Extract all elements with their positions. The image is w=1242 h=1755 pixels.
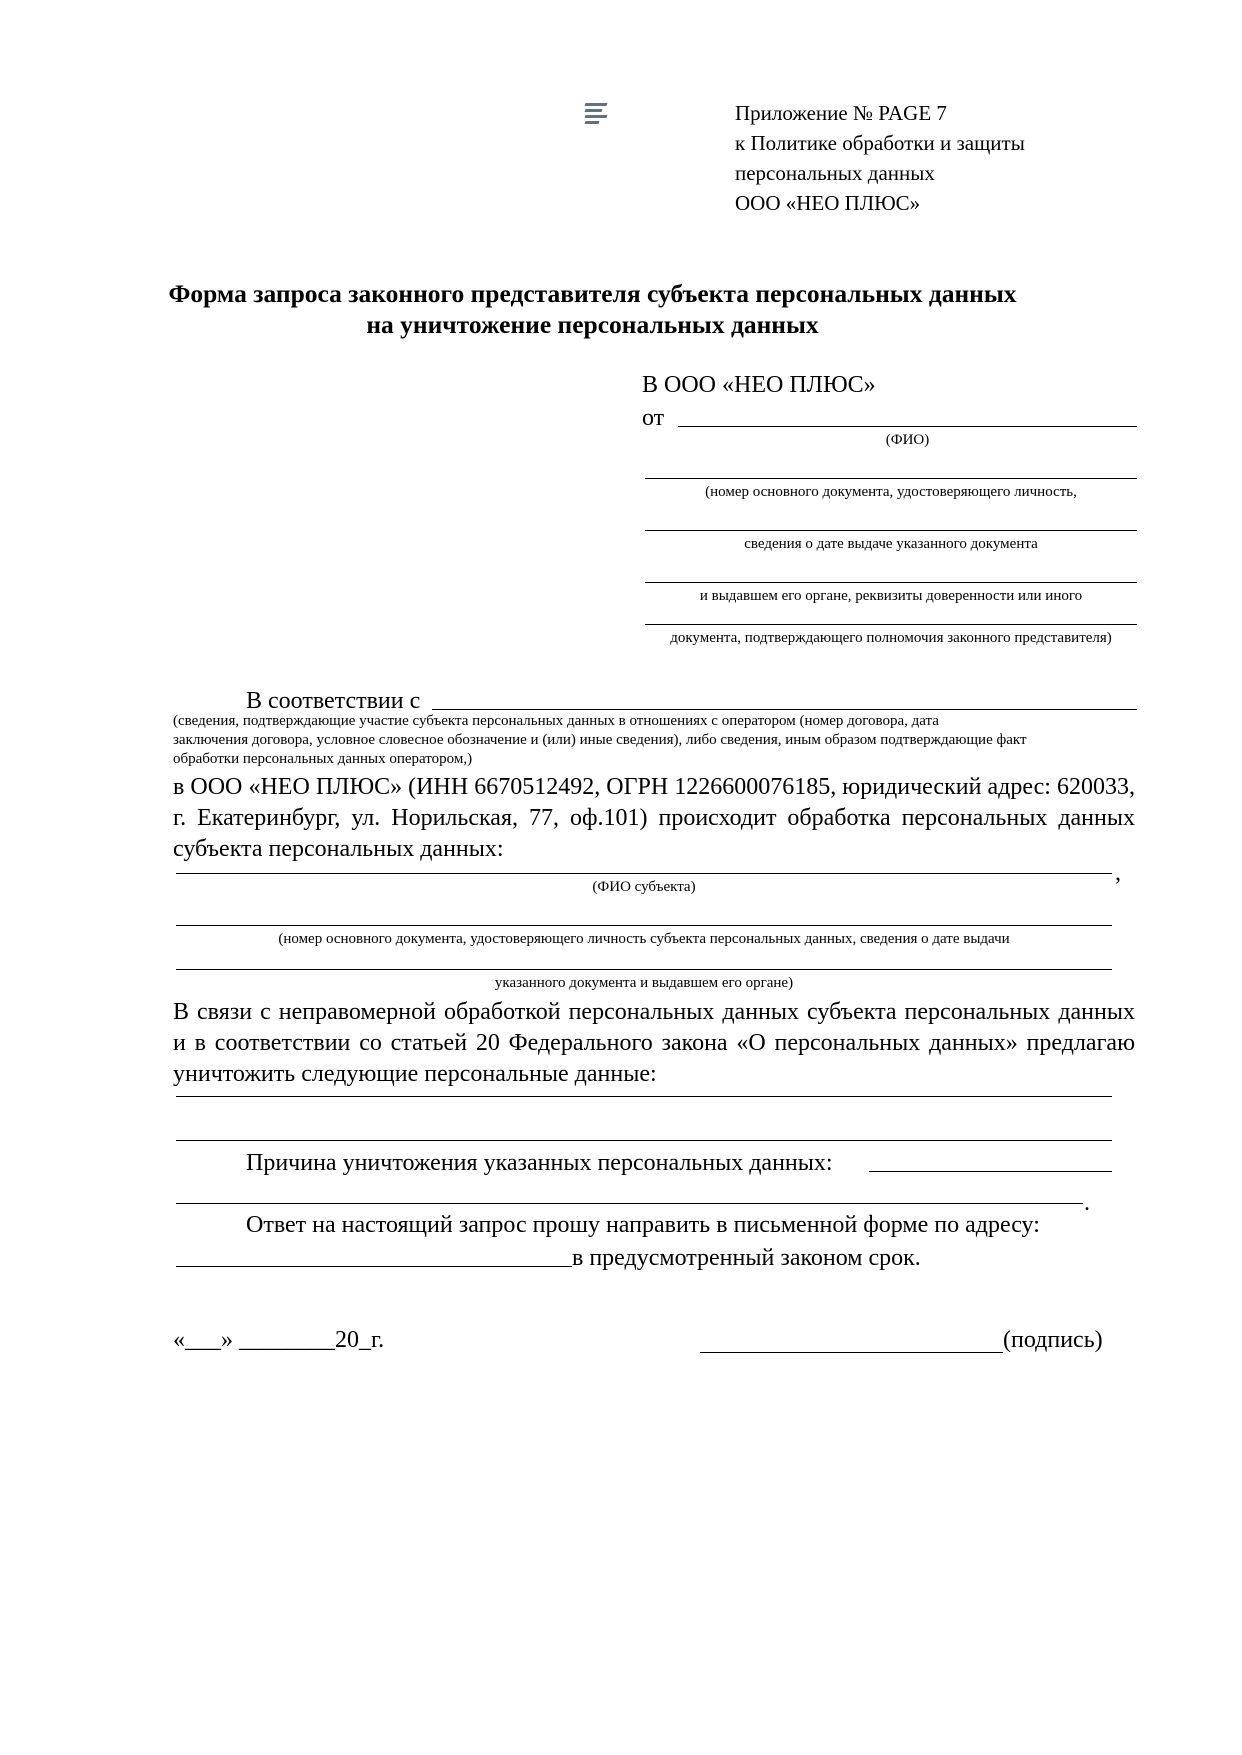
signature-label: (подпись) bbox=[1003, 1327, 1103, 1353]
header-line-4: ООО «НЕО ПЛЮС» bbox=[735, 191, 921, 215]
field-line-accordance[interactable] bbox=[432, 709, 1137, 710]
comma-after-fio: , bbox=[1115, 860, 1121, 886]
caption-doc-date: сведения о дате выдаче указанного документа bbox=[744, 536, 1038, 552]
reason-period: . bbox=[1084, 1190, 1090, 1216]
field-line-doc-date[interactable] bbox=[645, 530, 1137, 531]
field-line-doc-powers[interactable] bbox=[645, 624, 1137, 625]
page-title-line-2: на уничтожение персональных данных bbox=[366, 310, 819, 339]
field-line-signature[interactable] bbox=[700, 1352, 1003, 1353]
from-label: от bbox=[642, 405, 665, 431]
header-line-2: к Политике обработки и защиты bbox=[735, 131, 1025, 155]
page-title bbox=[155, 278, 1030, 340]
date-line[interactable]: «___» ________20_г. bbox=[173, 1327, 385, 1353]
caption-doc-organ: и выдавшем его органе, реквизиты доверенности или иного bbox=[699, 588, 1083, 604]
accordance-note-line-1: (сведения, подтверждающие участие субъекта персональных данных в отношениях с оператором (номер договора, дата bbox=[173, 713, 939, 729]
field-line-subject-fio[interactable] bbox=[176, 873, 1112, 874]
answer-label: Ответ на настоящий запрос прошу направить в письменной форме по адресу: bbox=[246, 1212, 1040, 1238]
field-line-subject-doc[interactable] bbox=[176, 925, 1112, 926]
page-title-line-1: Форма запроса законного представителя субъекта персональных данных bbox=[168, 279, 1017, 308]
header-line-3: персональных данных bbox=[735, 161, 935, 185]
accordance-note-line-2: заключения договора, условное словесное обозначение и (или) иные сведения), либо сведения, иным образом подтверждающие факт bbox=[173, 732, 1027, 748]
addressee-org: В ООО «НЕО ПЛЮС» bbox=[642, 372, 876, 398]
answer-tail: в предусмотренный законом срок. bbox=[572, 1245, 921, 1271]
caption-fio: (ФИО) bbox=[885, 432, 930, 448]
field-line-data-2[interactable] bbox=[176, 1140, 1112, 1141]
field-line-fio[interactable] bbox=[678, 426, 1137, 427]
document-header bbox=[735, 98, 1065, 218]
field-line-data-1[interactable] bbox=[176, 1096, 1112, 1097]
reason-label: Причина уничтожения указанных персональных данных: bbox=[246, 1150, 833, 1176]
caption-subject-doc-2: указанного документа и выдавшем его органе) bbox=[494, 975, 794, 991]
caption-subject-fio: (ФИО субъекта) bbox=[592, 879, 696, 895]
accordance-label: В соответствии с bbox=[246, 688, 421, 714]
field-line-reason-1[interactable] bbox=[869, 1171, 1112, 1172]
field-line-doc-number[interactable] bbox=[645, 478, 1137, 479]
caption-subject-doc: (номер основного документа, удостоверяющего личность субъекта персональных данных, сведения о дате выдачи bbox=[278, 931, 1010, 947]
caption-doc-powers: документа, подтверждающего полномочия законного представителя) bbox=[670, 630, 1112, 646]
field-line-answer-address[interactable] bbox=[176, 1266, 572, 1267]
decorative-mark-icon bbox=[585, 103, 611, 129]
field-line-reason-2[interactable] bbox=[176, 1203, 1083, 1204]
operator-paragraph: в ООО «НЕО ПЛЮС» (ИНН 6670512492, ОГРН 1226600076185, юридический адрес: 620033, г. Екатеринбург, ул. Норильская, 77, оф.101) происходит обработка персональных данных субъекта персональных данных: bbox=[173, 774, 1135, 862]
header-line-1: Приложение № PAGE 7 bbox=[735, 101, 947, 125]
field-line-subject-doc-2[interactable] bbox=[176, 969, 1112, 970]
unlawful-paragraph: В связи с неправомерной обработкой персональных данных субъекта персональных данных и в соответствии со статьей 20 Федерального закона «О персональных данных» предлагаю уничтожить следующие персональные данные: bbox=[173, 999, 1135, 1087]
accordance-note-line-3: обработки персональных данных оператором,) bbox=[173, 751, 473, 767]
caption-doc-number: (номер основного документа, удостоверяющего личность, bbox=[705, 484, 1077, 500]
field-line-doc-organ[interactable] bbox=[645, 582, 1137, 583]
